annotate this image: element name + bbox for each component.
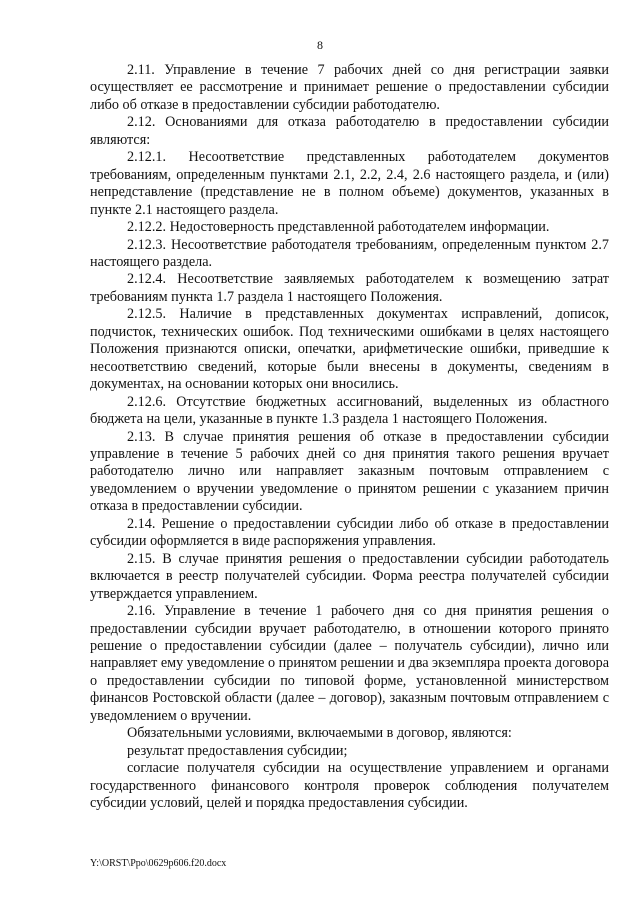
paragraph-2-12-3: 2.12.3. Несоответствие работодателя требованиям, определенным пунктом 2.7 настоящего раздела. bbox=[90, 236, 609, 270]
paragraph-condition-result: результат предоставления субсидии; bbox=[127, 742, 348, 759]
paragraph-2-12-5: 2.12.5. Наличие в представленных документах исправлений, дописок, подчисток, технических ошибок. Под техническими ошибками в целях настоящего Положения признаются описки, опечатки, арифметические ошибки, приведшие к несоответствию сведений, которые были внесены в документы, сведениям в документах, на основании которых они вносились. bbox=[90, 306, 609, 393]
footer-file-path: Y:\ORST\Ppo\0629p606.f20.docx bbox=[90, 858, 227, 869]
page-number: 8 bbox=[317, 38, 323, 52]
paragraph-2-13: 2.13. В случае принятия решения об отказе в предоставлении субсидии управление в течение 5 рабочих дней со дня принятия такого решения вручает работодателю лично или направляет заказным почтовым отправлением с уведомлением о вручении уведомление о принятом решении с указанием причин отказа в предоставлении субсидии. bbox=[90, 428, 609, 515]
paragraph-2-12-4: 2.12.4. Несоответствие заявляемых работодателем к возмещению затрат требованиям пункта 1.7 раздела 1 настоящего Положения. bbox=[90, 271, 609, 305]
paragraph-2-12-2: 2.12.2. Недостоверность представленной работодателем информации. bbox=[127, 219, 550, 236]
paragraph-2-11: 2.11. Управление в течение 7 рабочих дней со дня регистрации заявки осуществляет ее рассмотрение и принимает решение о предоставлении субсидии либо об отказе в предоставлении субсидии работодателю. bbox=[90, 62, 609, 113]
document-body bbox=[90, 62, 609, 812]
paragraph-2-16: 2.16. Управление в течение 1 рабочего дня со дня принятия решения о предоставлении субсидии вручает работодателю, в отношении которого принято решение о предоставлении субсидии (далее – получатель субсидии), лично или направляет ему уведомление о принятом решении и два экземпляра проекта договора о предоставлении субсидии по типовой форме, установленной министерством финансов Ростовской области (далее – договор), заказным почтовым отправлением с уведомлением о вручении. bbox=[90, 603, 609, 724]
paragraph-condition-consent: согласие получателя субсидии на осуществление управлением и органами государственного финансового контроля проверок соблюдения получателем субсидии условий, целей и порядка предоставления субсидии. bbox=[90, 760, 609, 812]
paragraph-2-14: 2.14. Решение о предоставлении субсидии либо об отказе в предоставлении субсидии оформляется в виде распоряжения управления. bbox=[90, 515, 609, 550]
paragraph-2-12-6: 2.12.6. Отсутствие бюджетных ассигнований, выделенных из областного бюджета на цели, указанные в пункте 1.3 раздела 1 настоящего Положения. bbox=[90, 393, 609, 428]
paragraph-2-12-1: 2.12.1. Несоответствие представленных работодателем документов требованиям, определенным пунктами 2.1, 2.2, 2.4, 2.6 настоящего раздела, и (или) непредставление (представление не в полном объеме) документов, указанных в пункте 2.1 настоящего раздела. bbox=[90, 149, 609, 218]
paragraph-mandatory-conditions: Обязательными условиями, включаемыми в договор, являются: bbox=[127, 725, 512, 742]
paragraph-2-15: 2.15. В случае принятия решения о предоставлении субсидии работодатель включается в реестр получателей субсидии. Форма реестра получателей субсидии утверждается управлением. bbox=[90, 550, 609, 602]
paragraph-2-12: 2.12. Основаниями для отказа работодателю в предоставлении субсидии являются: bbox=[90, 114, 609, 148]
